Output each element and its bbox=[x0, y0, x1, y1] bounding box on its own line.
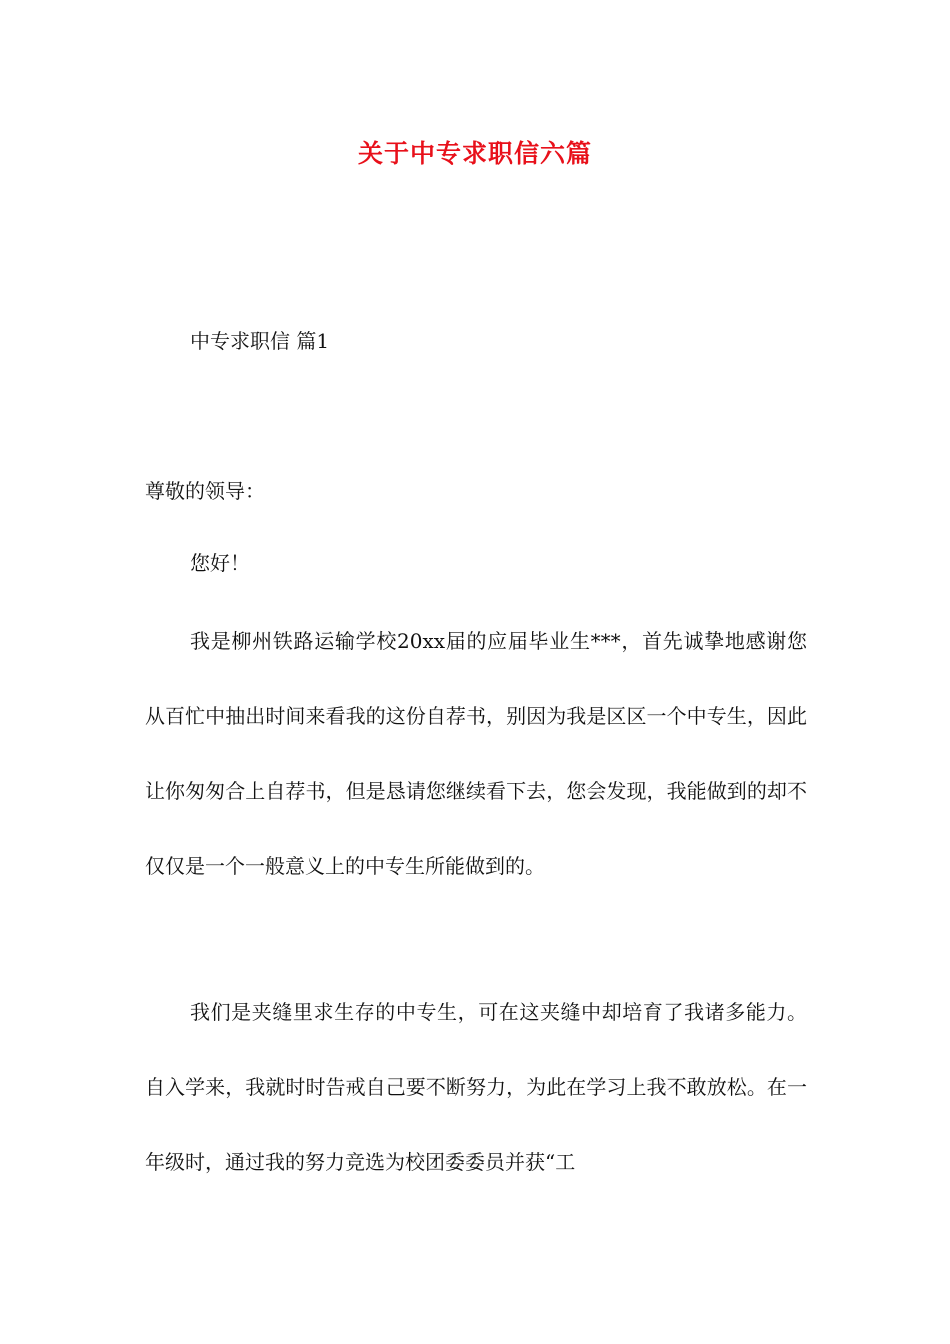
section-heading: 中专求职信 篇1 bbox=[190, 329, 330, 353]
body-paragraph: 我们是夹缝里求生存的中专生，可在这夹缝中却培育了我诸多能力。自入学来，我就时时告戒自己要不断努力，为此在学习上我不敢放松。在一年级时，通过我的努力竞选为校团委委员并获“工 bbox=[145, 1000, 807, 1174]
body-paragraph: 我是柳州铁路运输学校20xx届的应届毕业生***，首先诚挚地感谢您从百忙中抽出时间来看我的这份自荐书，别因为我是区区一个中专生，因此让你匆匆合上自荐书，但是恳请您继续看下去，您会发现，我能做到的却不仅仅是一个一般意义上的中专生所能做到的。 bbox=[145, 629, 807, 878]
greeting: 您好！ bbox=[190, 551, 250, 575]
document-title: 关于中专求职信六篇 bbox=[357, 139, 592, 168]
salutation: 尊敬的领导： bbox=[145, 479, 265, 503]
